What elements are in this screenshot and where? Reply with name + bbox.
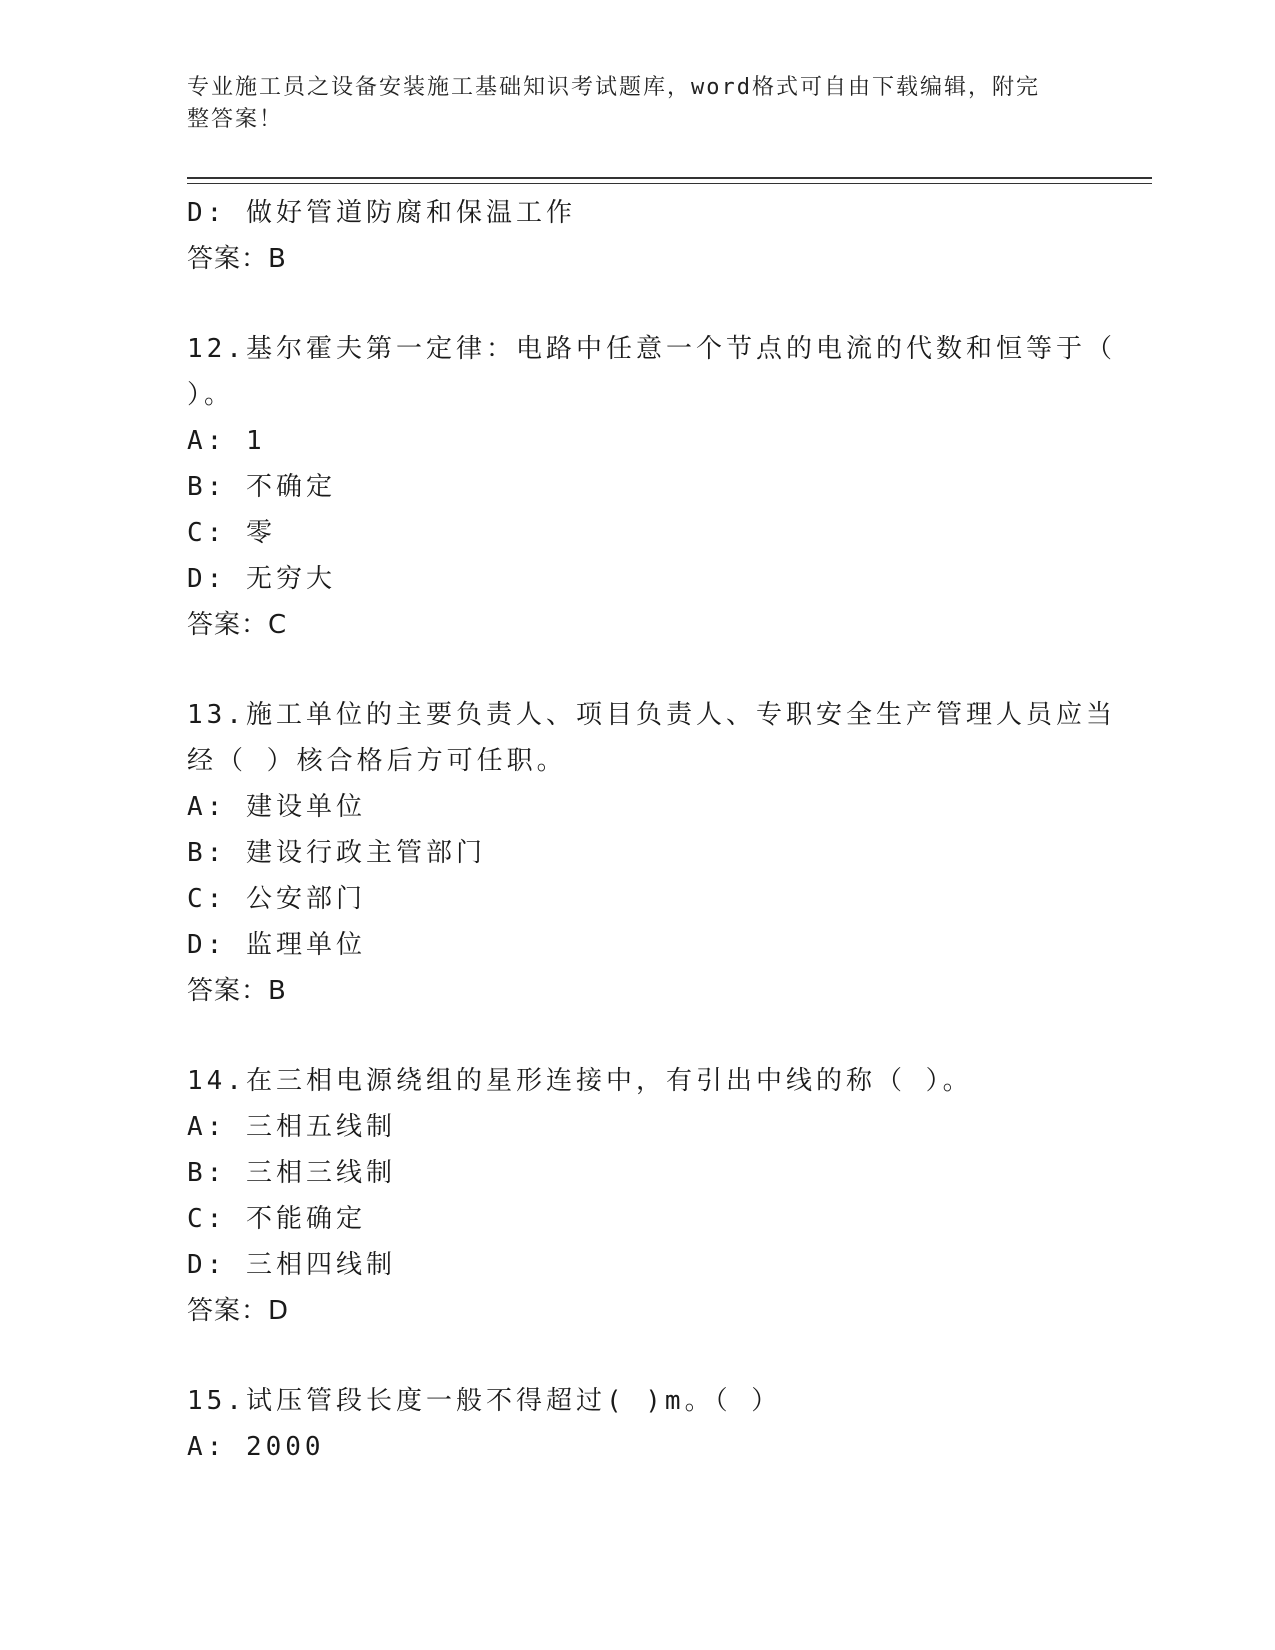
question-13 [187, 692, 1116, 1014]
question-stem-line-2: ）。 [187, 380, 235, 410]
question-15 [187, 1378, 1087, 1470]
question-stem-line-1: 12.基尔霍夫第一定律：电路中任意一个节点的电流的代数和恒等于（ [187, 334, 1116, 364]
question-14 [187, 1058, 1087, 1334]
header-line-2: 整答案！ [187, 107, 284, 132]
option-a: A: 建设单位 [187, 792, 366, 822]
question-stem-line-1: 15.试压管段长度一般不得超过( )m。（ ） [187, 1386, 782, 1416]
option-d: D: 无穷大 [187, 564, 336, 594]
answer: 答案：D [187, 1296, 290, 1326]
answer: 答案：C [187, 610, 288, 640]
question-stem-line-2: 经（ ）核合格后方可任职。 [187, 746, 567, 776]
document-header [187, 72, 1067, 136]
option-c: C: 不能确定 [187, 1204, 366, 1234]
question-list [187, 190, 1116, 1470]
option-a: A: 1 [187, 426, 266, 456]
option-a: A: 三相五线制 [187, 1112, 396, 1142]
option-c: C: 零 [187, 518, 276, 548]
question-11-tail [187, 190, 1087, 282]
header-divider-thick [187, 177, 1152, 179]
answer: 答案：B [187, 976, 287, 1006]
question-stem-line-1: 14.在三相电源绕组的星形连接中，有引出中线的称（ ）。 [187, 1066, 973, 1096]
option-b: B: 建设行政主管部门 [187, 838, 486, 868]
answer: 答案：B [187, 244, 287, 274]
option-d: D: 监理单位 [187, 930, 366, 960]
header-line-1: 专业施工员之设备安装施工基础知识考试题库，word格式可自由下载编辑，附完 [187, 75, 1040, 100]
option-b: B: 不确定 [187, 472, 336, 502]
option-a: A: 2000 [187, 1432, 325, 1462]
option-d: D: 做好管道防腐和保温工作 [187, 198, 576, 228]
question-stem-line-1: 13.施工单位的主要负责人、项目负责人、专职安全生产管理人员应当 [187, 700, 1116, 730]
header-divider-thin [187, 183, 1152, 184]
option-d: D: 三相四线制 [187, 1250, 396, 1280]
option-b: B: 三相三线制 [187, 1158, 396, 1188]
option-c: C: 公安部门 [187, 884, 366, 914]
question-12 [187, 326, 1116, 648]
